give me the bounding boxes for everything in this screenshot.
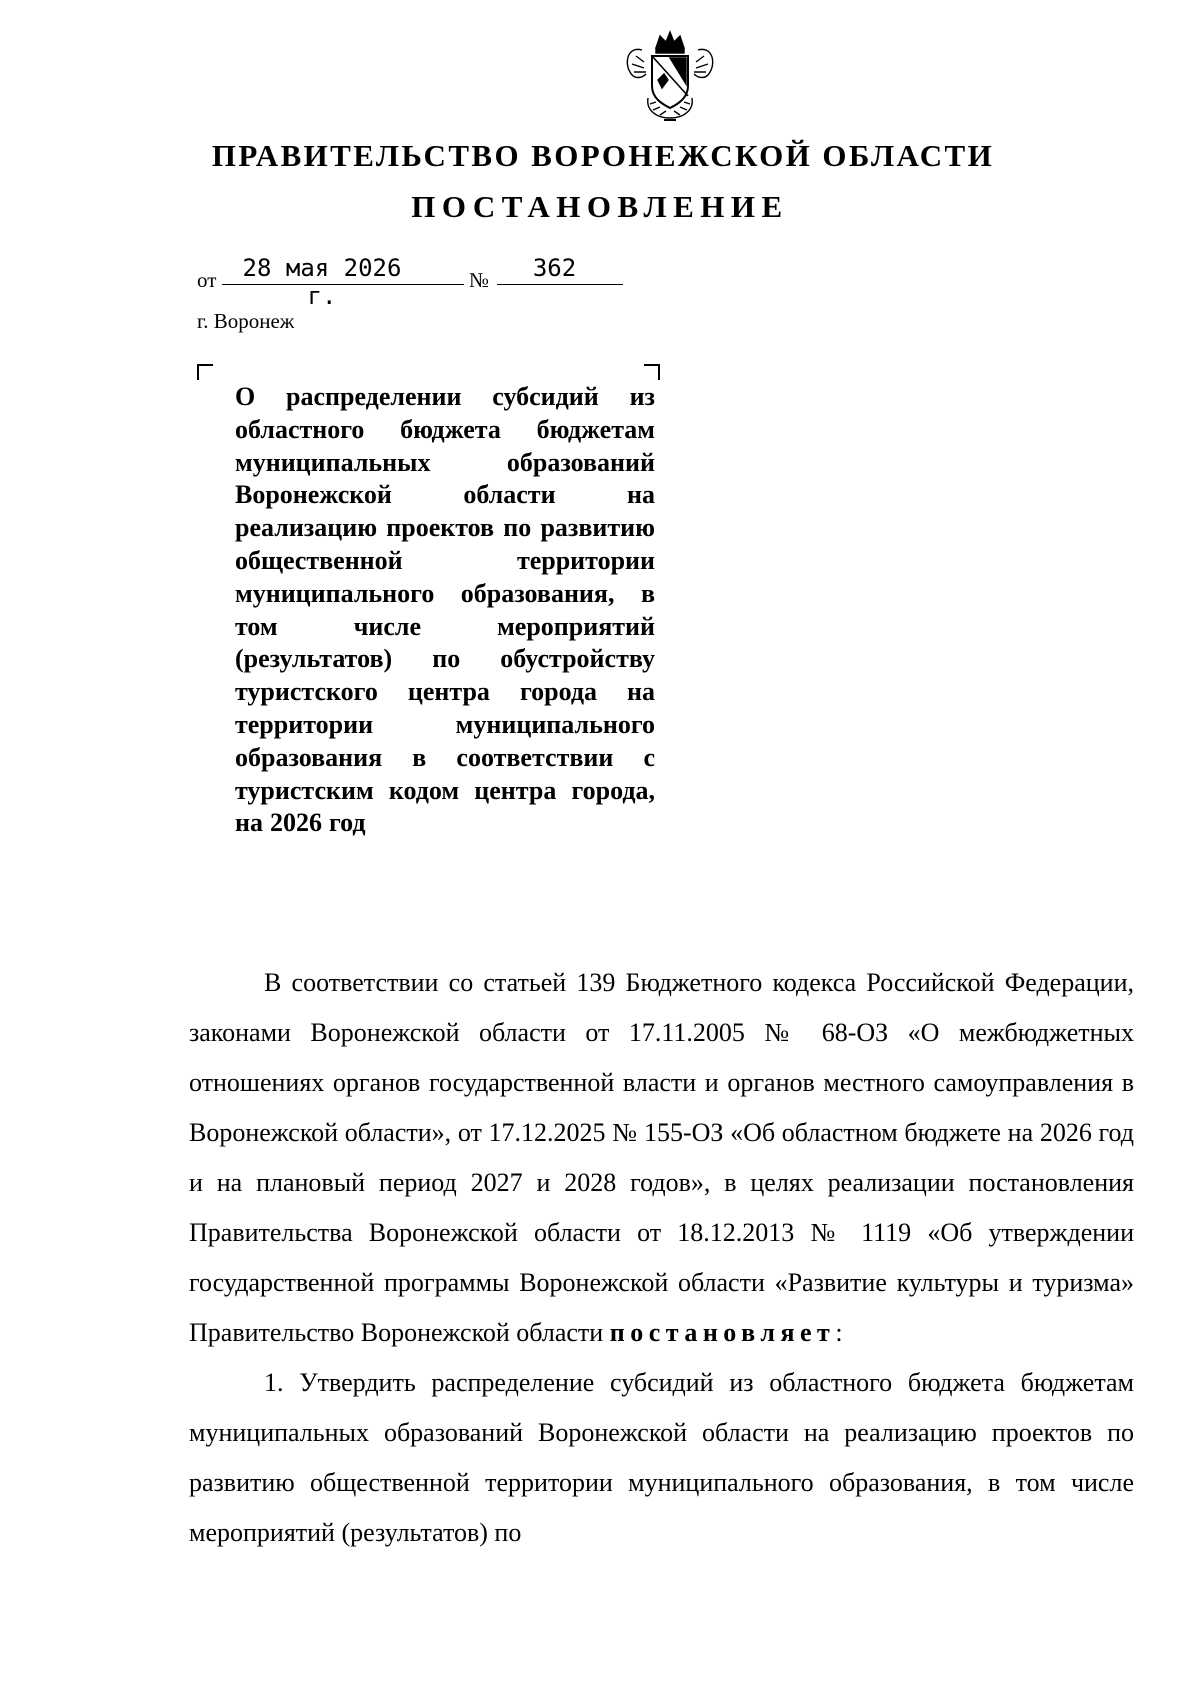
resolves-colon: : xyxy=(835,1318,843,1347)
number-label: № xyxy=(469,268,490,292)
document-body xyxy=(189,958,1134,1558)
resolves-word: постановляет xyxy=(609,1318,836,1347)
preamble-text: В соответствии со статьей 139 Бюджетного кодекса Российской Федерации, законами Воронежской области от 17.11.2005 № 68-ОЗ «О межбюджетных отношениях органов государственной власти и органов местного самоуправления в Воронежской области», от 17.12.2025 № 155-ОЗ «Об областном бюджете на 2026 год и на плановый период 2027 и 2028 годов», в целях реализации постановления Правительства Воронежской области от 18.12.2013 № 1119 «Об утверждении государственной программы Воронежской области «Развитие культуры и туризма» Правительство Воронежской области xyxy=(189,968,1134,1347)
document-title: О распределении субсидий из областного бюджета бюджетам муниципальных образований Воронежской области на реализацию проектов по развитию общественной территории муниципального образования, в том числе мероприятий (результатов) по обустройству туристского центра города на территории муниципального образования в соответствии с туристским кодом центра города, на 2026 год xyxy=(235,382,655,838)
number-value: 362 xyxy=(532,254,577,282)
issuing-authority: ПРАВИТЕЛЬСТВО ВОРОНЕЖСКОЙ ОБЛАСТИ xyxy=(211,138,995,173)
item-1-paragraph: 1. Утвердить распределение субсидий из областного бюджета бюджетам муниципальных образований Воронежской области на реализацию проектов по развитию общественной территории муниципального образования, в том числе мероприятий (результатов) по xyxy=(189,1368,1134,1547)
date-label: от xyxy=(197,268,217,292)
date-number-line xyxy=(197,254,667,310)
document-type: ПОСТАНОВЛЕНИЕ xyxy=(411,189,789,224)
title-corner-left xyxy=(197,364,213,380)
preamble-paragraph xyxy=(189,958,1134,1358)
date-value: 28 мая 2026 г. xyxy=(242,254,402,310)
city-location: г. Воронеж xyxy=(197,309,295,333)
title-corner-right xyxy=(644,364,660,380)
number-underline xyxy=(497,284,623,285)
voronezh-coat-of-arms-icon xyxy=(620,28,720,126)
